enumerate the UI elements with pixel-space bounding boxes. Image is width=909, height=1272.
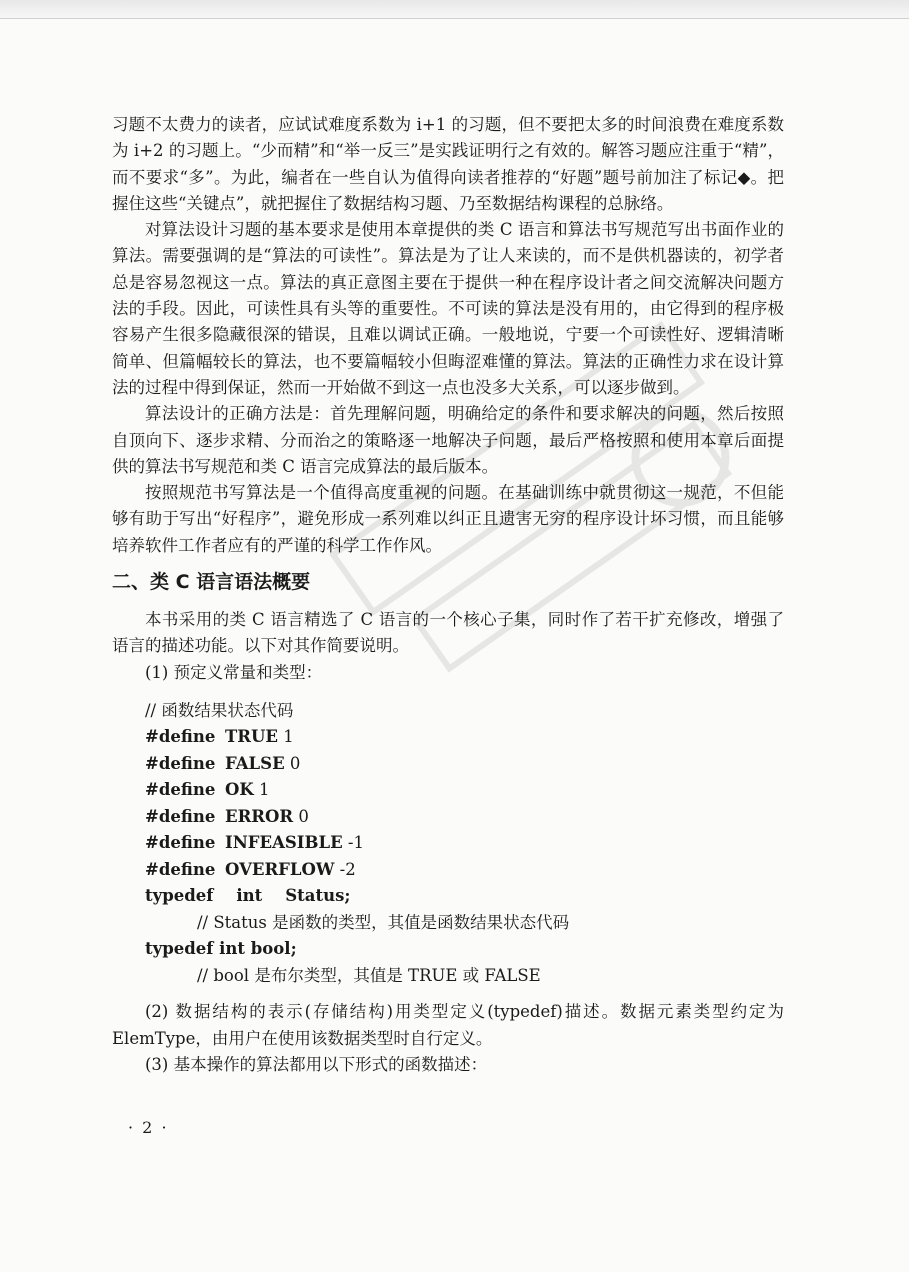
define-keyword: #define [145, 859, 216, 879]
paragraph-3: 算法设计的正确方法是：首先理解问题，明确给定的条件和要求解决的问题，然后按照自顶向下、逐步求精、分而治之的策略逐一地解决子问题，最后严格按照和使用本章后面提供的算法书写规范和类 C 语言完成算法的最后版本。 [112, 404, 784, 476]
define-keyword: #define [145, 780, 216, 800]
page-number: · 2 · [128, 1118, 169, 1137]
typedef-bool-text: typedef int bool; [145, 939, 297, 959]
define-name: TRUE [225, 727, 278, 747]
define-name: FALSE [225, 753, 285, 773]
define-value: 1 [283, 727, 294, 747]
typedef-status-text: typedef int Status; [145, 886, 351, 906]
code-comment: // 函数结果状态代码 [145, 700, 294, 720]
define-name: OK [225, 780, 254, 800]
define-value: 1 [258, 780, 270, 800]
define-value: -2 [339, 859, 356, 879]
define-name: INFEASIBLE [225, 833, 343, 853]
section-intro: 本书采用的类 C 语言精选了 C 语言的一个核心子集，同时作了若干扩充修改，增强了语言的描述功能。以下对其作简要说明。 [112, 610, 784, 656]
code-comment-bool: // bool 是布尔类型，其值是 TRUE 或 FALSE [197, 965, 541, 985]
define-value: 0 [289, 753, 301, 773]
code-block [112, 698, 784, 990]
code-comment-status: // Status 是函数的类型，其值是函数结果状态代码 [197, 912, 570, 932]
code-define-line [112, 804, 784, 831]
list-item-3: (3) 基本操作的算法都用以下形式的函数描述： [145, 1055, 488, 1075]
define-value: 0 [298, 806, 309, 826]
scan-top-edge [0, 0, 909, 19]
list-item-1: (1) 预定义常量和类型： [145, 662, 323, 682]
define-keyword: #define [145, 833, 216, 853]
code-define-line [112, 777, 784, 804]
code-define-line [112, 724, 784, 751]
define-name: ERROR [225, 806, 294, 826]
paragraph-4: 按照规范书写算法是一个值得高度重视的问题。在基础训练中就贯彻这一规范，不但能够有助于写出“好程序”，避免形成一系列难以纠正且遗害无穷的程序设计坏习惯，而且能够培养软件工作者应有的严谨的科学工作作风。 [112, 483, 784, 555]
page-body [112, 112, 784, 1078]
define-name: OVERFLOW [225, 859, 335, 879]
define-value: -1 [347, 833, 364, 853]
code-define-line [112, 751, 784, 778]
code-typedef-bool [112, 936, 784, 963]
paragraph-1: 习题不太费力的读者，应试试难度系数为 i+1 的习题，但不要把太多的时间浪费在难度系数为 i+2 的习题上。“少而精”和“举一反三”是实践证明行之有效的。解答习题应注重于“精”，而不要求“多”。为此，编者在一些自认为值得向读者推荐的“好题”题号前加注了标记◆。把握住这些“关键点”，就把握住了数据结构习题、乃至数据结构课程的总脉络。 [112, 115, 784, 213]
code-define-line [112, 830, 784, 857]
section-heading: 二、类 C 语言语法概要 [112, 571, 311, 594]
define-keyword: #define [145, 753, 216, 773]
define-keyword: #define [145, 806, 216, 826]
define-keyword: #define [145, 727, 216, 747]
paragraph-2: 对算法设计习题的基本要求是使用本章提供的类 C 语言和算法书写规范写出书面作业的算法。需要强调的是“算法的可读性”。算法是为了让人来读的，而不是供机器读的，初学者总是容易忽视这一点。算法的真正意图主要在于提供一种在程序设计者之间交流解决问题方法的手段。因此，可读性具有头等的重要性。不可读的算法是没有用的，由它得到的程序极容易产生很多隐藏很深的错误，且难以调试正确。一般地说，宁要一个可读性好、逻辑清晰简单、但篇幅较长的算法，也不要篇幅较小但晦涩难懂的算法。算法的正确性力求在设计算法的过程中得到保证，然而一开始做不到这一点也没多大关系，可以逐步做到。 [112, 220, 784, 397]
list-item-2: (2) 数据结构的表示(存储结构)用类型定义(typedef)描述。数据元素类型约定为 ElemType，由用户在使用该数据类型时自行定义。 [112, 1002, 784, 1048]
code-typedef-status [112, 883, 784, 910]
code-define-line [112, 857, 784, 884]
